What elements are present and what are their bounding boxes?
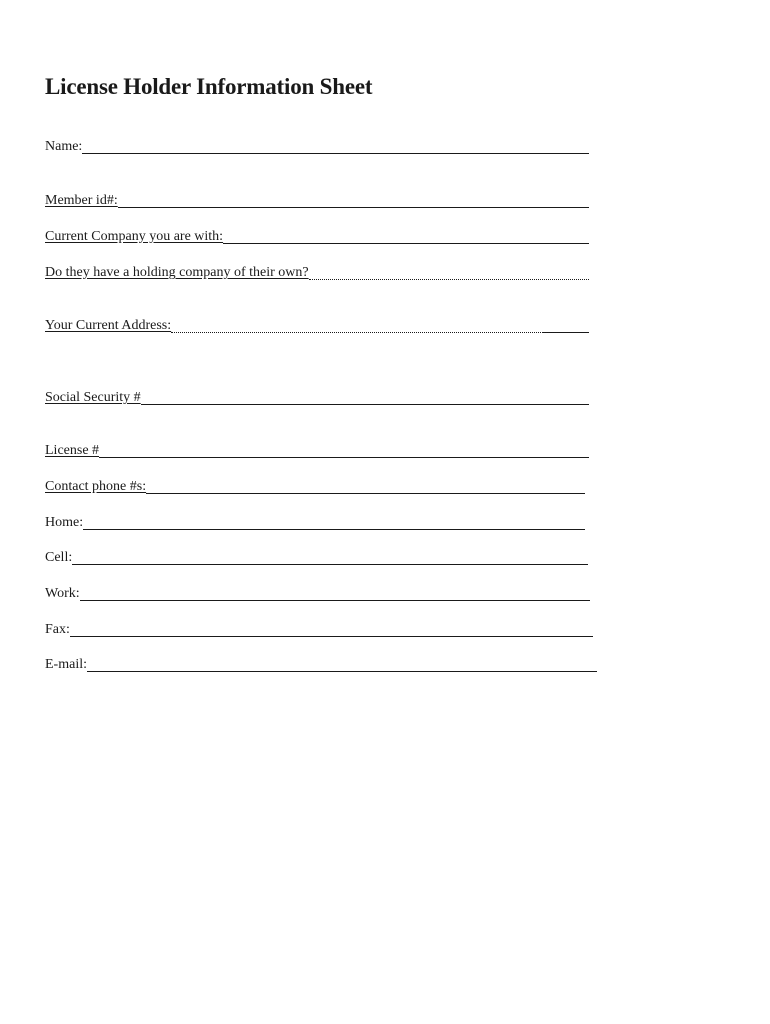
member-id-input-line[interactable] xyxy=(118,193,589,208)
home-phone-label: Home: xyxy=(45,515,84,530)
license-label: License # xyxy=(45,443,100,458)
current-company-input-line[interactable] xyxy=(223,229,589,244)
current-address-label: Your Current Address: xyxy=(45,318,172,333)
holding-company-input-line[interactable] xyxy=(309,265,589,280)
holding-company-field xyxy=(45,261,589,281)
cell-phone-label: Cell: xyxy=(45,550,73,565)
current-address-line-end xyxy=(543,318,589,333)
home-phone-field xyxy=(45,511,585,531)
work-phone-field xyxy=(45,582,590,602)
member-id-field xyxy=(45,189,589,209)
member-id-label: Member id#: xyxy=(45,193,118,208)
work-phone-input-line[interactable] xyxy=(80,586,590,601)
contact-phones-label: Contact phone #s: xyxy=(45,479,147,494)
current-address-input-line[interactable] xyxy=(171,318,543,333)
license-field xyxy=(45,439,589,459)
fax-label: Fax: xyxy=(45,622,70,637)
license-input-line[interactable] xyxy=(99,443,589,458)
email-input-line[interactable] xyxy=(87,657,597,672)
name-label: Name: xyxy=(45,139,83,154)
cell-phone-field xyxy=(45,546,588,566)
name-field xyxy=(45,135,589,155)
contact-phones-input-line[interactable] xyxy=(146,479,585,494)
social-security-label: Social Security # xyxy=(45,390,141,405)
home-phone-input-line[interactable] xyxy=(83,515,585,530)
fax-field xyxy=(45,618,593,638)
current-company-label: Current Company you are with: xyxy=(45,229,224,244)
work-phone-label: Work: xyxy=(45,586,80,601)
page-title: License Holder Information Sheet xyxy=(45,74,373,99)
email-label: E-mail: xyxy=(45,657,87,672)
fax-input-line[interactable] xyxy=(70,622,593,637)
current-company-field xyxy=(45,225,589,245)
name-input-line[interactable] xyxy=(82,139,589,154)
holding-company-label: Do they have a holding company of their own? xyxy=(45,265,309,280)
cell-phone-input-line[interactable] xyxy=(72,550,588,565)
contact-phones-field xyxy=(45,475,585,495)
current-address-field xyxy=(45,314,589,334)
social-security-input-line[interactable] xyxy=(141,390,589,405)
email-field xyxy=(45,653,597,673)
social-security-field xyxy=(45,386,589,406)
